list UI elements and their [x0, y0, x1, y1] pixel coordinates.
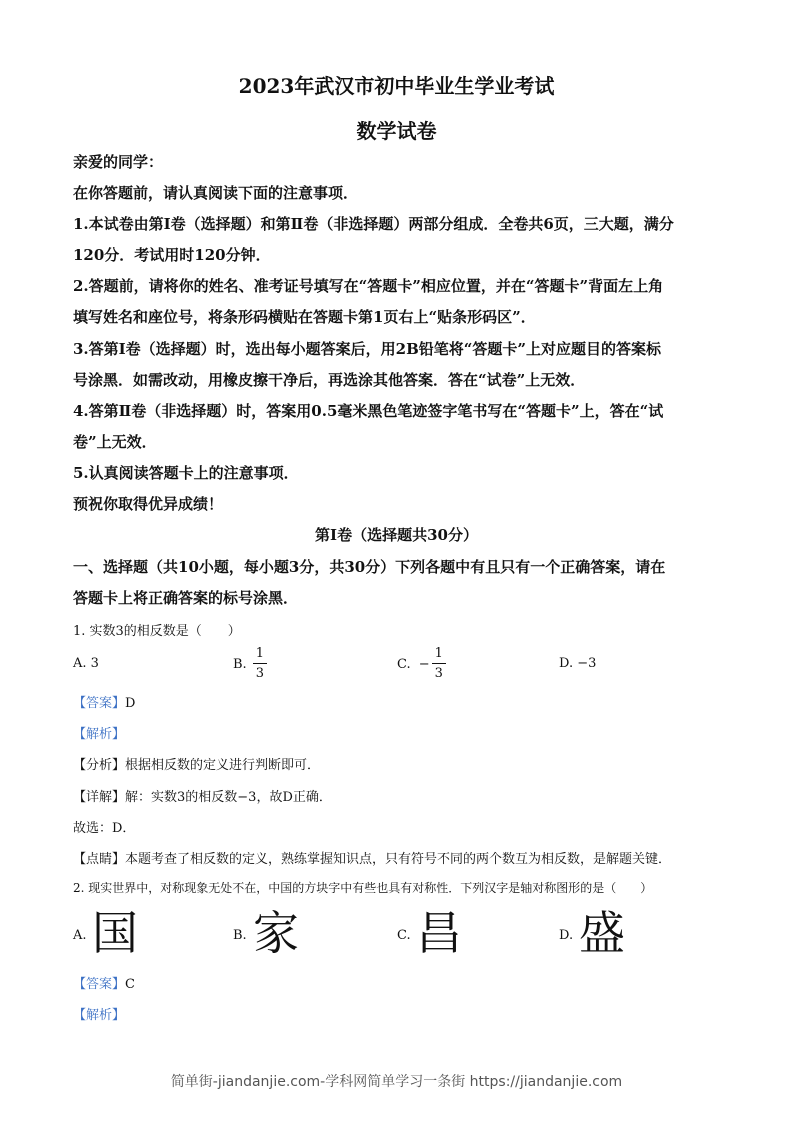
q1-dianjing-tag: 【点睛】	[73, 852, 126, 867]
q2-analysis-tag: 【解析】	[73, 1008, 126, 1023]
section-instruction-line-1: 一、选择题（共10小题，每小题3分，共30分）下列各题中有且只有一个正确答案，请在	[73, 558, 666, 576]
notice-item-5: 5.认真阅读答题卡上的注意事项．	[73, 464, 299, 482]
q1-fenxi	[73, 754, 723, 773]
q2-option-c-char: 昌	[416, 906, 462, 960]
notice-item-1-line-1: 1.本试卷由第Ⅰ卷（选择题）和第Ⅱ卷（非选择题）两部分组成．全卷共6页，三大题，满分	[73, 215, 674, 233]
q2-option-d-label: D.	[559, 928, 574, 943]
q1-xiangjie-tag: 【详解】	[73, 790, 126, 805]
q1-stem: 1. 实数3的相反数是（ ）	[73, 624, 241, 639]
q2-option-d-char: 盛	[579, 906, 625, 960]
q2-answer	[73, 973, 723, 992]
notice-item-2-line-1: 2.答题前，请将你的姓名、准考证号填写在“答题卡”相应位置，并在“答题卡”背面左上角	[73, 277, 664, 295]
notice-item-4-line-2: 卷”上无效．	[73, 433, 157, 451]
q1-option-c-denominator: 3	[434, 666, 443, 681]
q2-option-a-char: 国	[92, 906, 138, 960]
q1-dianjing-text: 本题考查了相反数的定义，熟练掌握知识点，只有符号不同的两个数互为相反数，是解题关键．	[125, 852, 672, 867]
q1-xiangjie	[73, 786, 723, 805]
q2-option-b-char: 家	[253, 906, 299, 960]
q2-option-a-label: A.	[73, 928, 87, 943]
q1-answer-value: D	[125, 696, 136, 711]
q1-option-c-fraction	[432, 645, 446, 684]
exam-subtitle: 数学试卷	[356, 119, 437, 143]
q2-option-b-label: B.	[233, 928, 247, 943]
q1-option-c	[397, 645, 446, 684]
q1-option-c-label: C.	[397, 657, 411, 672]
q1-option-c-numerator: 1	[432, 645, 446, 664]
q2-answer-value: C	[125, 977, 135, 992]
notice-item-3-line-1: 3.答第Ⅰ卷（选择题）时，选出每小题答案后，用2B铅笔将“答题卡”上对应题目的答案标	[73, 340, 662, 358]
q1-option-b-denominator: 3	[255, 666, 264, 681]
notice-item-2-line-2: 填写姓名和座位号，将条形码横贴在答题卡第1页右上“贴条形码区”．	[73, 308, 536, 326]
footer-watermark: 简单街-jiandanjie.com-学科网简单学习一条街 https://jiandanjie.com	[170, 1074, 623, 1090]
q1-answer-tag: 【答案】	[73, 696, 126, 711]
q1-analysis-tag: 【解析】	[73, 727, 126, 742]
q2-option-c-label: C.	[397, 928, 411, 943]
notice-item-1-line-2: 120分．考试用时120分钟．	[73, 246, 271, 264]
q1-option-d: D. −3	[559, 656, 597, 671]
notice-wish: 预祝你取得优异成绩！	[73, 495, 224, 513]
q1-analysis	[73, 723, 723, 742]
notice-greeting: 亲爱的同学：	[73, 153, 164, 171]
notice-intro: 在你答题前，请认真阅读下面的注意事项．	[73, 184, 359, 202]
q1-option-b-numerator: 1	[253, 645, 267, 664]
q1-answer	[73, 692, 723, 711]
q2-analysis	[73, 1004, 723, 1023]
q1-option-a: A. 3	[73, 656, 99, 671]
section-title: 第Ⅰ卷（选择题共30分）	[315, 526, 478, 544]
q2-answer-tag: 【答案】	[73, 977, 126, 992]
q1-fenxi-tag: 【分析】	[73, 758, 126, 773]
q1-option-c-sign: −	[418, 657, 430, 672]
q1-dianjing	[73, 848, 723, 867]
q1-option-b-fraction	[253, 645, 267, 684]
section-instruction-line-2: 答题卡上将正确答案的标号涂黑．	[73, 589, 299, 607]
notice-item-3-line-2: 号涂黑．如需改动，用橡皮擦干净后，再选涂其他答案．答在“试卷”上无效．	[73, 371, 586, 389]
q1-option-b	[233, 645, 267, 684]
exam-title: 2023年武汉市初中毕业生学业考试	[238, 74, 555, 98]
q2-stem: 2. 现实世界中，对称现象无处不在，中国的方块字中有些也具有对称性．下列汉字是轴对称图形的是（ ）	[73, 881, 653, 895]
q1-xiangjie-text: 解：实数3的相反数−3，故D正确．	[125, 790, 332, 805]
notice-item-4-line-1: 4.答第Ⅱ卷（非选择题）时，答案用0.5毫米黑色笔迹签字笔书写在“答题卡”上，答在“试	[73, 402, 664, 420]
q1-fenxi-text: 根据相反数的定义进行判断即可．	[125, 758, 321, 773]
q1-choice: 故选：D．	[73, 821, 136, 836]
q1-option-b-label: B.	[233, 657, 247, 672]
